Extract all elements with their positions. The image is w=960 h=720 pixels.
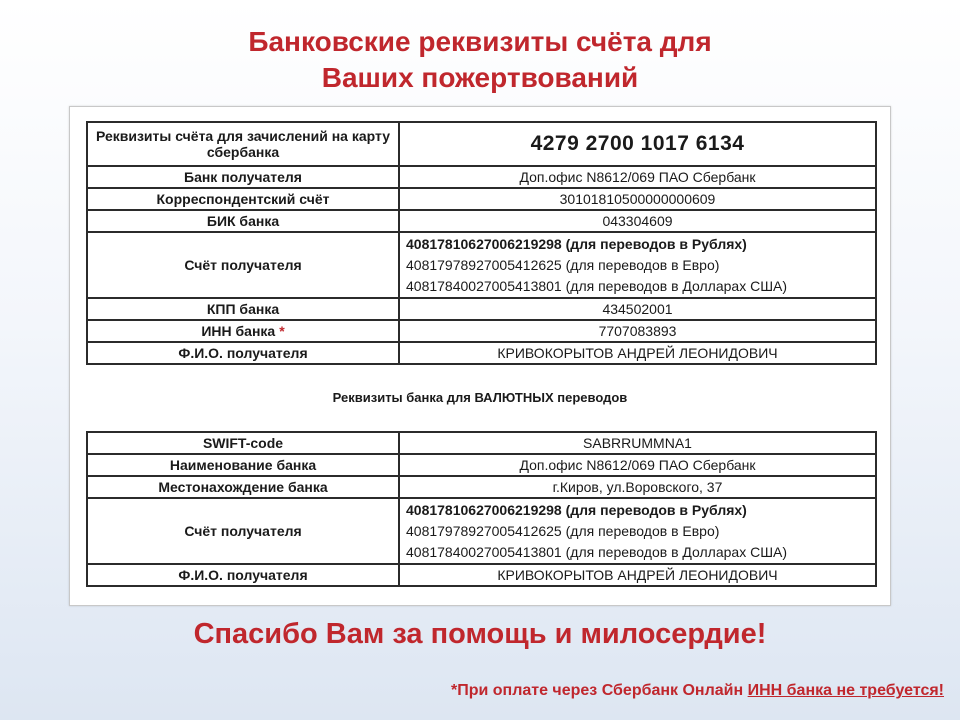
inn-label: ИНН банка: [201, 323, 276, 339]
requisites-card: [69, 106, 891, 606]
table-row: [87, 188, 876, 210]
table-row: [87, 498, 876, 564]
recipient-account-values: [399, 498, 876, 564]
table-row: [87, 432, 876, 454]
corr-account-value[interactable]: 30101810500000000609: [399, 188, 876, 210]
corr-account-label: Корреспондентский счёт: [87, 188, 399, 210]
bik-value[interactable]: 043304609: [399, 210, 876, 232]
page-title-line-2: Ваших пожертвований: [321, 62, 639, 93]
fio-value[interactable]: КРИВОКОРЫТОВ АНДРЕЙ ЛЕОНИДОВИЧ: [399, 564, 876, 586]
fio-label: Ф.И.О. получателя: [87, 342, 399, 364]
recipient-account-label: Счёт получателя: [87, 232, 399, 298]
swift-value[interactable]: SABRRUMMNA1: [399, 432, 876, 454]
page-title: [0, 24, 960, 96]
bank-value[interactable]: Доп.офис N8612/069 ПАО Сбербанк: [399, 166, 876, 188]
page-title-line-1: Банковские реквизиты счёта для: [248, 26, 712, 57]
card-number-value[interactable]: 4279 2700 1017 6134: [399, 122, 876, 166]
kpp-value[interactable]: 434502001: [399, 298, 876, 320]
footnote-prefix: *При оплате через Сбербанк Онлайн: [450, 682, 748, 699]
fio-value[interactable]: КРИВОКОРЫТОВ АНДРЕЙ ЛЕОНИДОВИЧ: [399, 342, 876, 364]
card-label: Реквизиты счёта для зачислений на карту сбербанка: [87, 122, 399, 166]
table-row: [87, 210, 876, 232]
bank-name-label: Наименование банка: [87, 454, 399, 476]
table-row: [87, 166, 876, 188]
table-row: [87, 232, 876, 298]
account-eur[interactable]: 40817978927005412625 (для переводов в Евро): [406, 522, 720, 539]
account-eur[interactable]: 40817978927005412625 (для переводов в Евро): [406, 256, 720, 273]
thanks-message: Спасибо Вам за помощь и милосердие!: [193, 618, 767, 650]
inn-label-cell: [87, 320, 399, 342]
recipient-account-values: [399, 232, 876, 298]
footnote: [451, 680, 944, 702]
account-usd[interactable]: 40817840027005413801 (для переводов в Долларах США): [406, 543, 788, 560]
table-row: [87, 476, 876, 498]
account-rub[interactable]: 40817810627006219298 (для переводов в Рублях): [406, 235, 747, 252]
recipient-account-label: Счёт получателя: [87, 498, 399, 564]
table-row: [87, 320, 876, 342]
ruble-requisites-table: [86, 121, 877, 365]
table-row: [87, 454, 876, 476]
inn-asterisk: *: [279, 323, 285, 339]
currency-section-heading: Реквизиты банка для ВАЛЮТНЫХ переводов: [332, 390, 628, 405]
table-row: [87, 564, 876, 586]
table-row: [87, 122, 876, 166]
kpp-label: КПП банка: [87, 298, 399, 320]
inn-value[interactable]: 7707083893: [399, 320, 876, 342]
footnote-underlined: ИНН банка не требуется!: [747, 682, 944, 699]
bik-label: БИК банка: [87, 210, 399, 232]
bank-location-label: Местонахождение банка: [87, 476, 399, 498]
fio-label: Ф.И.О. получателя: [87, 564, 399, 586]
swift-label: SWIFT-code: [87, 432, 399, 454]
table-row: [87, 298, 876, 320]
currency-requisites-table: [86, 431, 877, 587]
bank-name-value[interactable]: Доп.офис N8612/069 ПАО Сбербанк: [399, 454, 876, 476]
bank-location-value[interactable]: г.Киров, ул.Воровского, 37: [399, 476, 876, 498]
account-usd[interactable]: 40817840027005413801 (для переводов в Долларах США): [406, 277, 788, 294]
table-row: [87, 342, 876, 364]
account-rub[interactable]: 40817810627006219298 (для переводов в Рублях): [406, 501, 747, 518]
bank-label: Банк получателя: [87, 166, 399, 188]
